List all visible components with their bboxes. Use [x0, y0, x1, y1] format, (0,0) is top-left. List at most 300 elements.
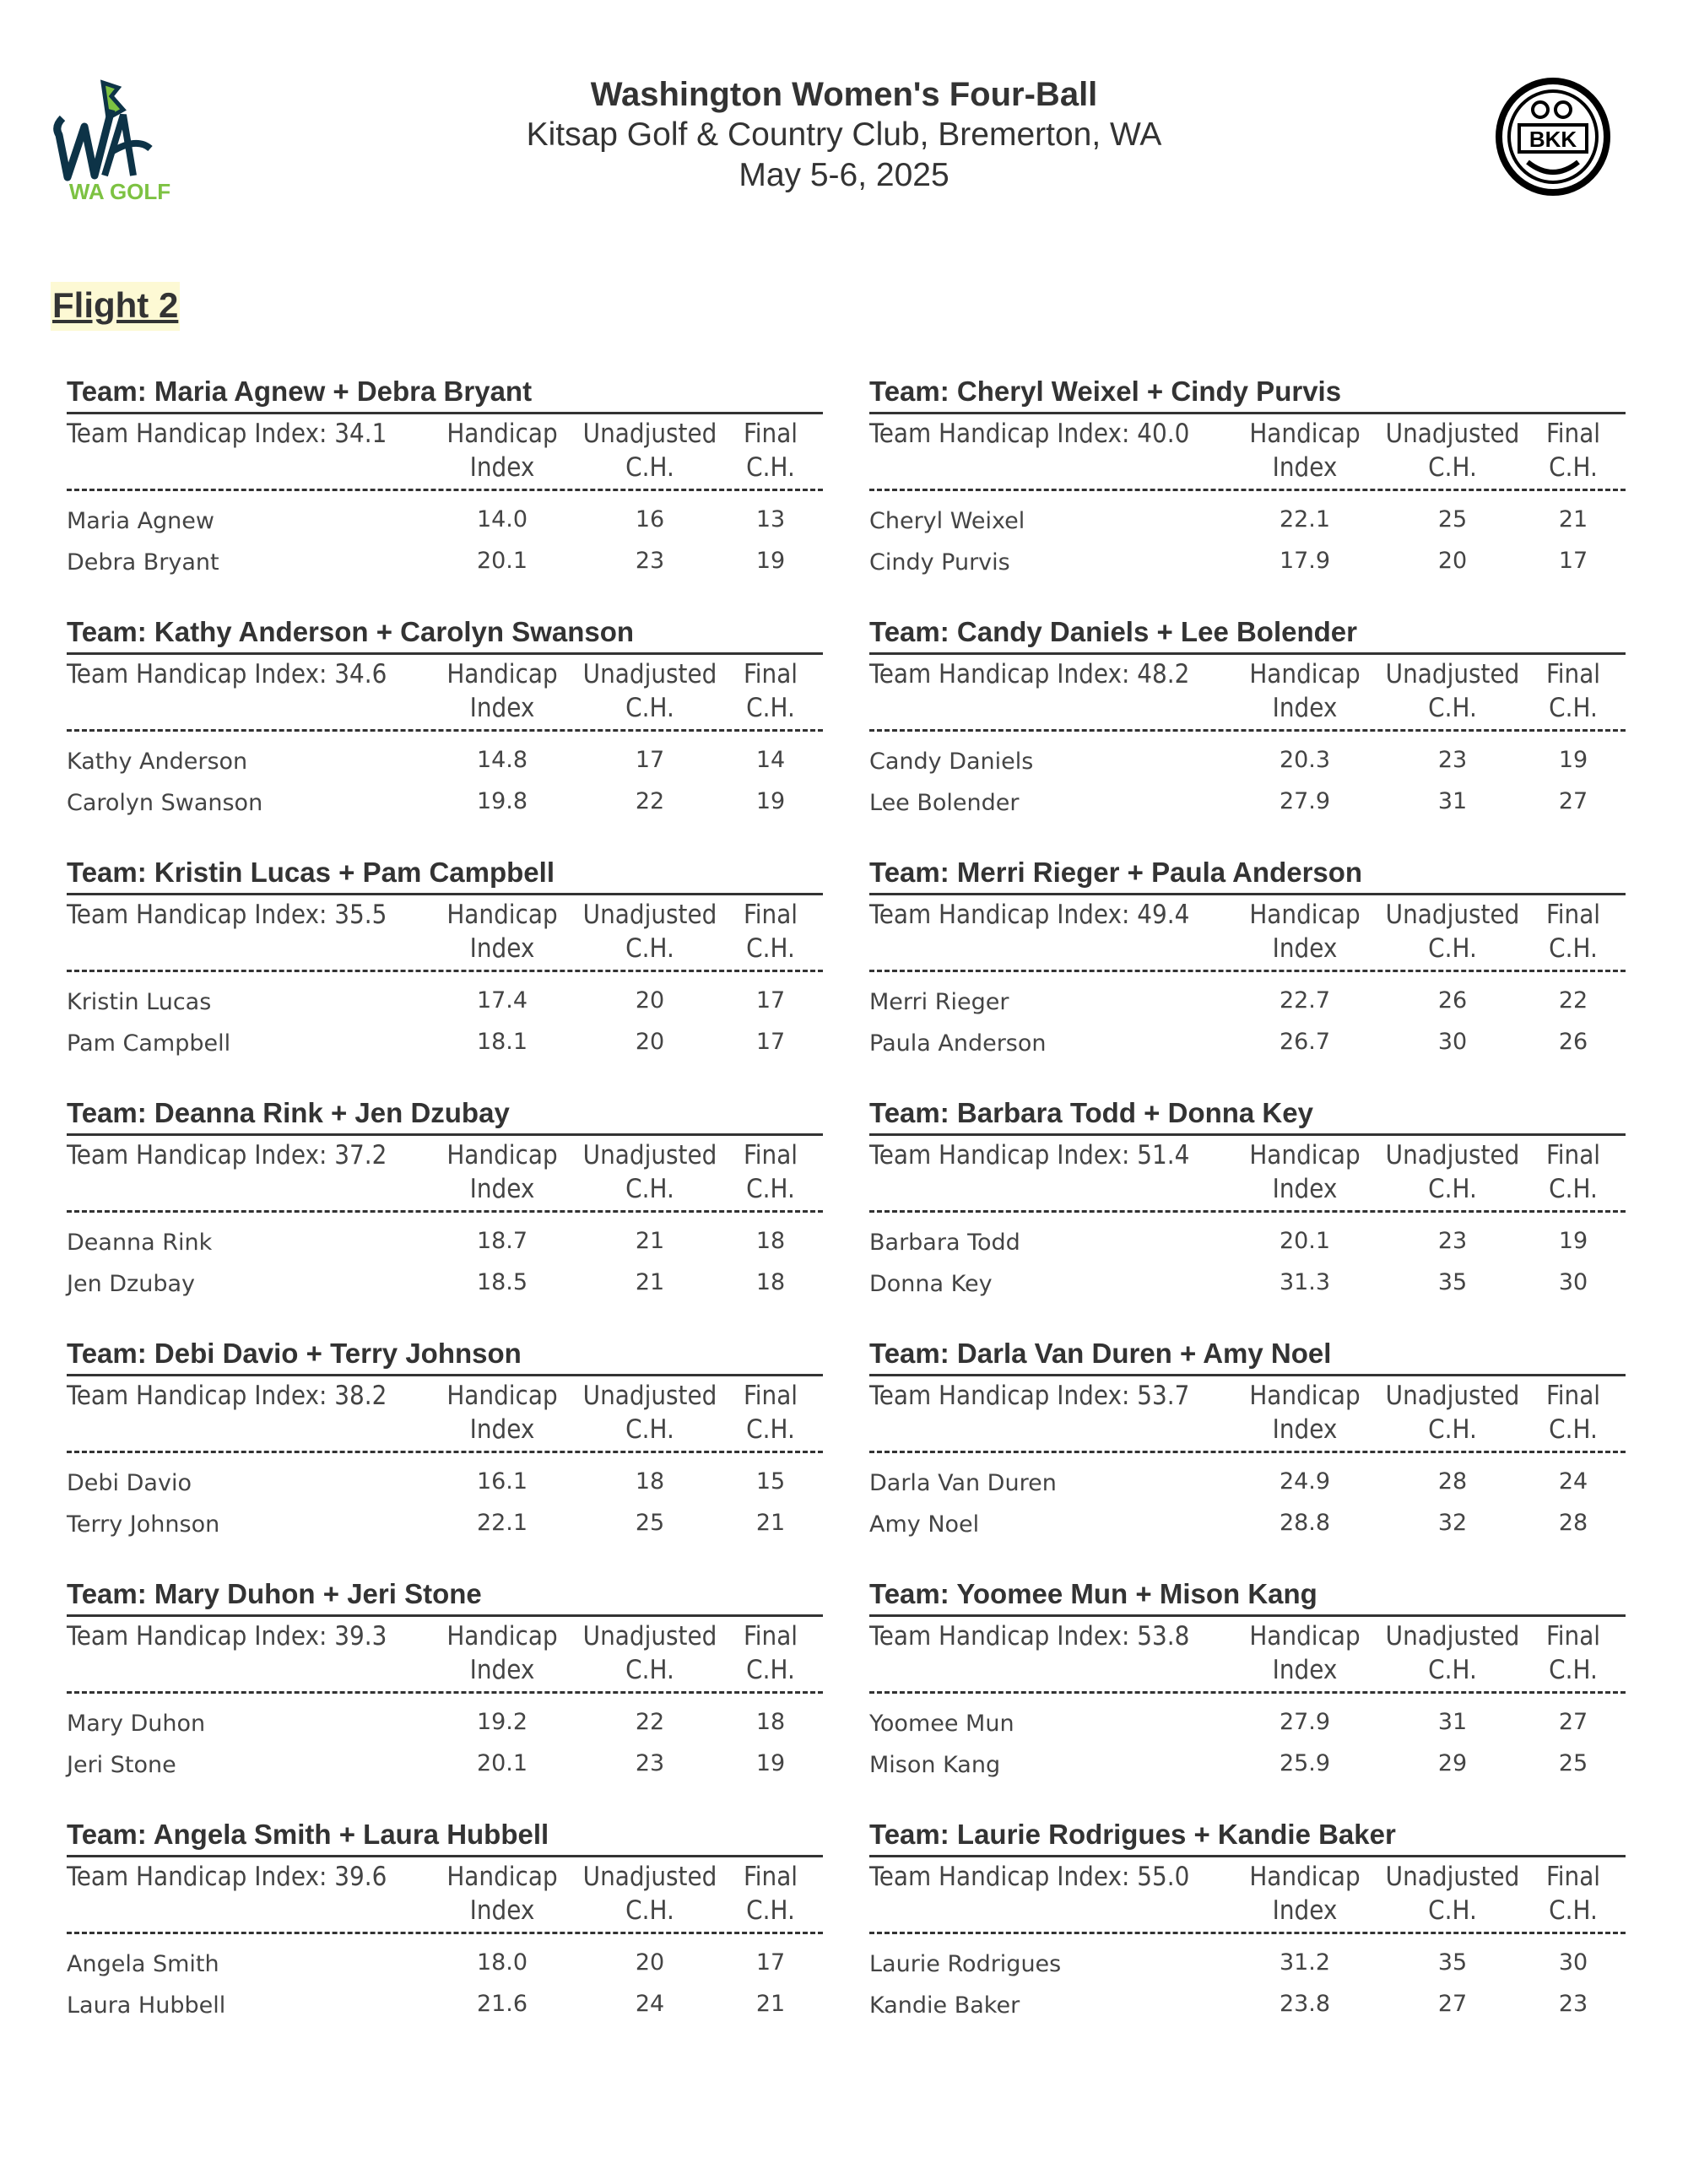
player-value: 28.8	[1279, 1510, 1331, 1536]
header-dashed-divider	[67, 1932, 823, 1934]
column-header: Unadjusted	[1385, 1140, 1520, 1170]
column-header: Final	[1545, 1140, 1601, 1170]
team-title: Team: Kristin Lucas + Pam Campbell	[67, 857, 555, 888]
player-value: 26	[1558, 1029, 1588, 1055]
player-name: Terry Johnson	[67, 1511, 220, 1538]
column-header: C.H.	[1428, 1414, 1477, 1445]
header-dashed-divider	[67, 1451, 823, 1453]
column-header: C.H.	[625, 1655, 674, 1685]
column-header: C.H.	[1428, 1655, 1477, 1685]
column-header: Final	[1545, 659, 1601, 689]
column-header: Handicap	[446, 1862, 558, 1892]
column-header: Index	[469, 452, 535, 483]
column-header: Index	[1272, 1655, 1338, 1685]
player-value: 18	[755, 1709, 786, 1735]
header-dashed-divider	[869, 1932, 1626, 1934]
column-header: C.H.	[746, 1895, 795, 1926]
player-value: 22.7	[1279, 987, 1331, 1014]
team-block	[67, 1096, 823, 1337]
header-dashed-divider	[869, 970, 1626, 972]
column-header: Index	[1272, 1414, 1338, 1445]
player-value: 21	[755, 1510, 786, 1536]
column-header: Handicap	[1249, 900, 1361, 930]
player-name: Pam Campbell	[67, 1030, 231, 1057]
team-index-value: 37.2	[334, 1140, 387, 1170]
player-value: 22	[635, 788, 665, 814]
team-handicap-index	[67, 1619, 387, 1653]
team-handicap-index	[67, 898, 387, 932]
column-header: Unadjusted	[582, 1140, 717, 1170]
player-value: 27	[1558, 1709, 1588, 1735]
team-index-value: 49.4	[1137, 900, 1190, 930]
team-index-label: Team Handicap Index:	[67, 900, 335, 930]
player-value: 23	[635, 1750, 665, 1776]
event-title: Washington Women's Four-Ball	[590, 76, 1098, 113]
team-index-label: Team Handicap Index:	[869, 1381, 1138, 1411]
column-header: Unadjusted	[1385, 900, 1520, 930]
team-divider	[67, 412, 823, 414]
column-header: C.H.	[1428, 1174, 1477, 1204]
player-value: 14	[755, 747, 786, 773]
column-header: C.H.	[746, 693, 795, 723]
column-header: C.H.	[625, 1895, 674, 1926]
column-header: C.H.	[1428, 452, 1477, 483]
team-handicap-index	[869, 1860, 1189, 1894]
event-venue: Kitsap Golf & Country Club, Bremerton, WA	[526, 116, 1162, 153]
team-index-label: Team Handicap Index:	[869, 659, 1138, 689]
player-value: 19.8	[476, 788, 528, 814]
column-header: Final	[743, 1621, 798, 1652]
column-header: C.H.	[1428, 1895, 1477, 1926]
player-name: Kandie Baker	[869, 1992, 1020, 2019]
column-header: Index	[469, 1174, 535, 1204]
player-value: 30	[1558, 1269, 1588, 1295]
team-block	[67, 375, 823, 615]
player-name: Donna Key	[869, 1271, 993, 1297]
player-value: 20.1	[476, 548, 528, 574]
column-header: Index	[1272, 1174, 1338, 1204]
team-title: Team: Deanna Rink + Jen Dzubay	[67, 1097, 510, 1128]
team-divider	[67, 1614, 823, 1617]
team-index-value: 48.2	[1137, 659, 1190, 689]
player-value: 29	[1437, 1750, 1468, 1776]
player-value: 23	[1437, 747, 1468, 773]
player-value: 25	[1558, 1750, 1588, 1776]
column-header: C.H.	[1549, 452, 1598, 483]
column-header: C.H.	[1549, 1655, 1598, 1685]
header-dashed-divider	[869, 1451, 1626, 1453]
player-name: Candy Daniels	[869, 749, 1034, 775]
column-header: Unadjusted	[582, 1381, 717, 1411]
header-dashed-divider	[67, 1210, 823, 1213]
player-value: 22.1	[476, 1510, 528, 1536]
player-name: Paula Anderson	[869, 1030, 1047, 1057]
player-value: 20	[1437, 548, 1468, 574]
player-value: 17	[755, 1949, 786, 1976]
team-title: Team: Kathy Anderson + Carolyn Swanson	[67, 616, 635, 647]
column-header: Index	[469, 1895, 535, 1926]
team-block	[67, 856, 823, 1096]
player-value: 17.9	[1279, 548, 1331, 574]
team-handicap-index	[869, 1379, 1189, 1413]
team-index-label: Team Handicap Index:	[869, 1862, 1138, 1892]
team-divider	[869, 1855, 1626, 1857]
team-handicap-index	[67, 1860, 387, 1894]
wa-golf-logo-text: WA GOLF	[68, 179, 171, 203]
column-header: Final	[743, 419, 798, 449]
player-value: 18.0	[476, 1949, 528, 1976]
column-header: C.H.	[1549, 1414, 1598, 1445]
team-index-value: 38.2	[334, 1381, 387, 1411]
team-title: Team: Yoomee Mun + Mison Kang	[869, 1578, 1317, 1609]
column-header: C.H.	[1428, 933, 1477, 964]
team-index-label: Team Handicap Index:	[67, 1862, 335, 1892]
player-value: 19.2	[476, 1709, 528, 1735]
column-header: Index	[1272, 933, 1338, 964]
column-header: Unadjusted	[1385, 1621, 1520, 1652]
column-header: Final	[1545, 419, 1601, 449]
player-value: 30	[1437, 1029, 1468, 1055]
player-value: 15	[755, 1468, 786, 1495]
team-divider	[869, 412, 1626, 414]
team-divider	[869, 1614, 1626, 1617]
team-handicap-index	[869, 1138, 1189, 1172]
column-header: Unadjusted	[582, 1621, 717, 1652]
team-index-value: 35.5	[334, 900, 387, 930]
team-divider	[869, 1133, 1626, 1136]
column-header: Handicap	[446, 1140, 558, 1170]
header-dashed-divider	[869, 1210, 1626, 1213]
header-dashed-divider	[67, 970, 823, 972]
team-block	[67, 1337, 823, 1577]
document-header	[0, 74, 1688, 196]
player-name: Debra Bryant	[67, 549, 219, 576]
column-header: Final	[743, 1140, 798, 1170]
player-value: 18	[635, 1468, 665, 1495]
column-header: Handicap	[1249, 1381, 1361, 1411]
player-value: 21	[635, 1269, 665, 1295]
flight-label: Flight 2	[51, 282, 180, 331]
player-value: 21	[1558, 506, 1588, 532]
team-block	[869, 1818, 1626, 2058]
header-dashed-divider	[67, 489, 823, 491]
player-value: 17.4	[476, 987, 528, 1014]
column-header: C.H.	[625, 1174, 674, 1204]
team-index-label: Team Handicap Index:	[67, 1140, 335, 1170]
team-handicap-index	[67, 1138, 387, 1172]
team-handicap-index	[67, 417, 387, 451]
player-name: Jen Dzubay	[67, 1271, 196, 1297]
team-index-label: Team Handicap Index:	[67, 1381, 335, 1411]
player-name: Laurie Rodrigues	[869, 1951, 1062, 1977]
player-value: 18.7	[476, 1228, 528, 1254]
team-index-label: Team Handicap Index:	[869, 1140, 1138, 1170]
player-value: 31	[1437, 1709, 1468, 1735]
team-index-value: 53.8	[1137, 1621, 1190, 1652]
player-value: 22.1	[1279, 506, 1331, 532]
team-block	[869, 615, 1626, 856]
team-block	[67, 1818, 823, 2058]
team-title: Team: Candy Daniels + Lee Bolender	[869, 616, 1357, 647]
player-value: 24.9	[1279, 1468, 1331, 1495]
team-index-value: 34.6	[334, 659, 387, 689]
player-value: 19	[1558, 1228, 1588, 1254]
player-value: 21	[635, 1228, 665, 1254]
player-name: Deanna Rink	[67, 1230, 213, 1256]
team-title: Team: Debi Davio + Terry Johnson	[67, 1338, 522, 1369]
player-value: 17	[1558, 548, 1588, 574]
team-divider	[67, 1133, 823, 1136]
column-header: Handicap	[446, 900, 558, 930]
column-header: Final	[743, 1381, 798, 1411]
player-value: 27.9	[1279, 1709, 1331, 1735]
player-value: 17	[635, 747, 665, 773]
player-value: 22	[635, 1709, 665, 1735]
column-header: Final	[743, 1862, 798, 1892]
column-header: C.H.	[746, 1414, 795, 1445]
team-title: Team: Darla Van Duren + Amy Noel	[869, 1338, 1332, 1369]
team-title: Team: Laurie Rodrigues + Kandie Baker	[869, 1819, 1396, 1850]
player-name: Darla Van Duren	[869, 1470, 1057, 1496]
header-dashed-divider	[869, 729, 1626, 732]
column-header: C.H.	[1428, 693, 1477, 723]
team-index-label: Team Handicap Index:	[67, 1621, 335, 1652]
header-dashed-divider	[869, 489, 1626, 491]
column-header: C.H.	[1549, 1895, 1598, 1926]
column-header: Index	[469, 693, 535, 723]
team-handicap-index	[869, 417, 1189, 451]
team-index-value: 53.7	[1137, 1381, 1190, 1411]
column-header: Unadjusted	[582, 1862, 717, 1892]
team-divider	[67, 893, 823, 895]
column-header: C.H.	[746, 452, 795, 483]
player-name: Mison Kang	[869, 1752, 1001, 1778]
team-handicap-index	[67, 657, 387, 691]
column-header: Final	[1545, 900, 1601, 930]
player-value: 22	[1558, 987, 1588, 1014]
event-dates: May 5-6, 2025	[738, 157, 950, 193]
player-value: 35	[1437, 1949, 1468, 1976]
team-divider	[869, 893, 1626, 895]
player-value: 31.3	[1279, 1269, 1331, 1295]
column-header: Index	[469, 1414, 535, 1445]
team-index-value: 40.0	[1137, 419, 1190, 449]
column-header: Index	[469, 1655, 535, 1685]
player-value: 18	[755, 1228, 786, 1254]
column-header: Final	[1545, 1621, 1601, 1652]
column-header: Unadjusted	[1385, 419, 1520, 449]
player-value: 25.9	[1279, 1750, 1331, 1776]
column-header: Unadjusted	[1385, 659, 1520, 689]
player-value: 16.1	[476, 1468, 528, 1495]
column-header: C.H.	[625, 693, 674, 723]
player-value: 21	[755, 1991, 786, 2017]
column-header: Unadjusted	[1385, 1862, 1520, 1892]
team-index-label: Team Handicap Index:	[67, 419, 335, 449]
team-index-value: 39.6	[334, 1862, 387, 1892]
team-block	[869, 1577, 1626, 1818]
player-value: 20.3	[1279, 747, 1331, 773]
player-value: 20.1	[476, 1750, 528, 1776]
team-index-label: Team Handicap Index:	[869, 419, 1138, 449]
player-name: Merri Rieger	[869, 989, 1009, 1015]
player-value: 24	[635, 1991, 665, 2017]
player-value: 25	[1437, 506, 1468, 532]
player-name: Lee Bolender	[869, 790, 1020, 816]
column-header: Index	[1272, 693, 1338, 723]
player-value: 14.8	[476, 747, 528, 773]
column-header: Index	[469, 933, 535, 964]
column-header: Unadjusted	[1385, 1381, 1520, 1411]
player-name: Amy Noel	[869, 1511, 980, 1538]
team-index-label: Team Handicap Index:	[869, 1621, 1138, 1652]
player-value: 31.2	[1279, 1949, 1331, 1976]
player-name: Cheryl Weixel	[869, 508, 1025, 534]
player-value: 20	[635, 1029, 665, 1055]
header-dashed-divider	[869, 1691, 1626, 1694]
player-name: Kathy Anderson	[67, 749, 248, 775]
team-handicap-index	[869, 657, 1189, 691]
column-header: Handicap	[1249, 1140, 1361, 1170]
player-value: 18.5	[476, 1269, 528, 1295]
column-header: Handicap	[446, 419, 558, 449]
player-value: 19	[755, 1750, 786, 1776]
header-dashed-divider	[67, 729, 823, 732]
player-value: 26.7	[1279, 1029, 1331, 1055]
column-header: C.H.	[746, 1174, 795, 1204]
team-block	[869, 1337, 1626, 1577]
team-divider	[67, 652, 823, 655]
column-header: Final	[1545, 1862, 1601, 1892]
player-name: Mary Duhon	[67, 1711, 206, 1737]
player-value: 23	[635, 548, 665, 574]
team-index-value: 39.3	[334, 1621, 387, 1652]
player-name: Barbara Todd	[869, 1230, 1020, 1256]
player-name: Kristin Lucas	[67, 989, 212, 1015]
column-header: C.H.	[1549, 933, 1598, 964]
team-index-label: Team Handicap Index:	[869, 900, 1138, 930]
player-name: Carolyn Swanson	[67, 790, 263, 816]
team-block	[67, 615, 823, 856]
column-header: Handicap	[1249, 1621, 1361, 1652]
team-block	[869, 375, 1626, 615]
team-index-value: 34.1	[334, 419, 387, 449]
column-header: Unadjusted	[582, 419, 717, 449]
player-name: Cindy Purvis	[869, 549, 1010, 576]
player-value: 19	[1558, 747, 1588, 773]
team-title: Team: Mary Duhon + Jeri Stone	[67, 1578, 482, 1609]
team-divider	[869, 652, 1626, 655]
column-header: Final	[743, 900, 798, 930]
column-header: Unadjusted	[582, 659, 717, 689]
player-value: 28	[1558, 1510, 1588, 1536]
team-title: Team: Barbara Todd + Donna Key	[869, 1097, 1313, 1128]
player-name: Maria Agnew	[67, 508, 214, 534]
column-header: C.H.	[1549, 693, 1598, 723]
team-title: Team: Maria Agnew + Debra Bryant	[67, 376, 533, 407]
header-dashed-divider	[67, 1691, 823, 1694]
column-header: Handicap	[446, 1621, 558, 1652]
player-value: 27.9	[1279, 788, 1331, 814]
player-value: 20.1	[1279, 1228, 1331, 1254]
column-header: Handicap	[446, 659, 558, 689]
team-index-label: Team Handicap Index:	[67, 659, 335, 689]
column-header: Unadjusted	[582, 900, 717, 930]
player-value: 17	[755, 987, 786, 1014]
column-header: Index	[1272, 452, 1338, 483]
player-name: Yoomee Mun	[869, 1711, 1014, 1737]
player-value: 18	[755, 1269, 786, 1295]
team-handicap-index	[869, 1619, 1189, 1653]
player-value: 23.8	[1279, 1991, 1331, 2017]
player-value: 19	[755, 788, 786, 814]
column-header: C.H.	[625, 452, 674, 483]
player-value: 18.1	[476, 1029, 528, 1055]
player-value: 14.0	[476, 506, 528, 532]
player-value: 26	[1437, 987, 1468, 1014]
team-block	[869, 856, 1626, 1096]
team-title: Team: Cheryl Weixel + Cindy Purvis	[869, 376, 1342, 407]
player-name: Laura Hubbell	[67, 1992, 226, 2019]
player-value: 32	[1437, 1510, 1468, 1536]
column-header: C.H.	[746, 1655, 795, 1685]
player-value: 24	[1558, 1468, 1588, 1495]
player-value: 21.6	[476, 1991, 528, 2017]
team-divider	[67, 1374, 823, 1376]
player-value: 17	[755, 1029, 786, 1055]
column-header: Final	[1545, 1381, 1601, 1411]
column-header: Handicap	[1249, 1862, 1361, 1892]
player-value: 23	[1558, 1991, 1588, 2017]
player-value: 27	[1437, 1991, 1468, 2017]
column-header: Handicap	[446, 1381, 558, 1411]
column-header: Final	[743, 659, 798, 689]
player-name: Jeri Stone	[67, 1752, 176, 1778]
player-value: 20	[635, 1949, 665, 1976]
team-index-value: 51.4	[1137, 1140, 1190, 1170]
player-value: 28	[1437, 1468, 1468, 1495]
team-index-value: 55.0	[1137, 1862, 1190, 1892]
team-block	[67, 1577, 823, 1818]
team-title: Team: Merri Rieger + Paula Anderson	[869, 857, 1363, 888]
column-header: C.H.	[625, 933, 674, 964]
player-value: 19	[755, 548, 786, 574]
player-value: 16	[635, 506, 665, 532]
team-divider	[869, 1374, 1626, 1376]
team-handicap-index	[869, 898, 1189, 932]
svg-text:BKK: BKK	[1528, 127, 1577, 152]
column-header: C.H.	[625, 1414, 674, 1445]
team-block	[869, 1096, 1626, 1337]
player-value: 13	[755, 506, 786, 532]
player-value: 25	[635, 1510, 665, 1536]
column-header: Handicap	[1249, 659, 1361, 689]
player-value: 20	[635, 987, 665, 1014]
team-title: Team: Angela Smith + Laura Hubbell	[67, 1819, 549, 1850]
column-header: C.H.	[746, 933, 795, 964]
player-value: 35	[1437, 1269, 1468, 1295]
player-value: 31	[1437, 788, 1468, 814]
player-name: Debi Davio	[67, 1470, 192, 1496]
player-value: 27	[1558, 788, 1588, 814]
player-value: 30	[1558, 1949, 1588, 1976]
column-header: Handicap	[1249, 419, 1361, 449]
column-header: Index	[1272, 1895, 1338, 1926]
column-header: C.H.	[1549, 1174, 1598, 1204]
player-value: 23	[1437, 1228, 1468, 1254]
player-name: Angela Smith	[67, 1951, 219, 1977]
team-divider	[67, 1855, 823, 1857]
